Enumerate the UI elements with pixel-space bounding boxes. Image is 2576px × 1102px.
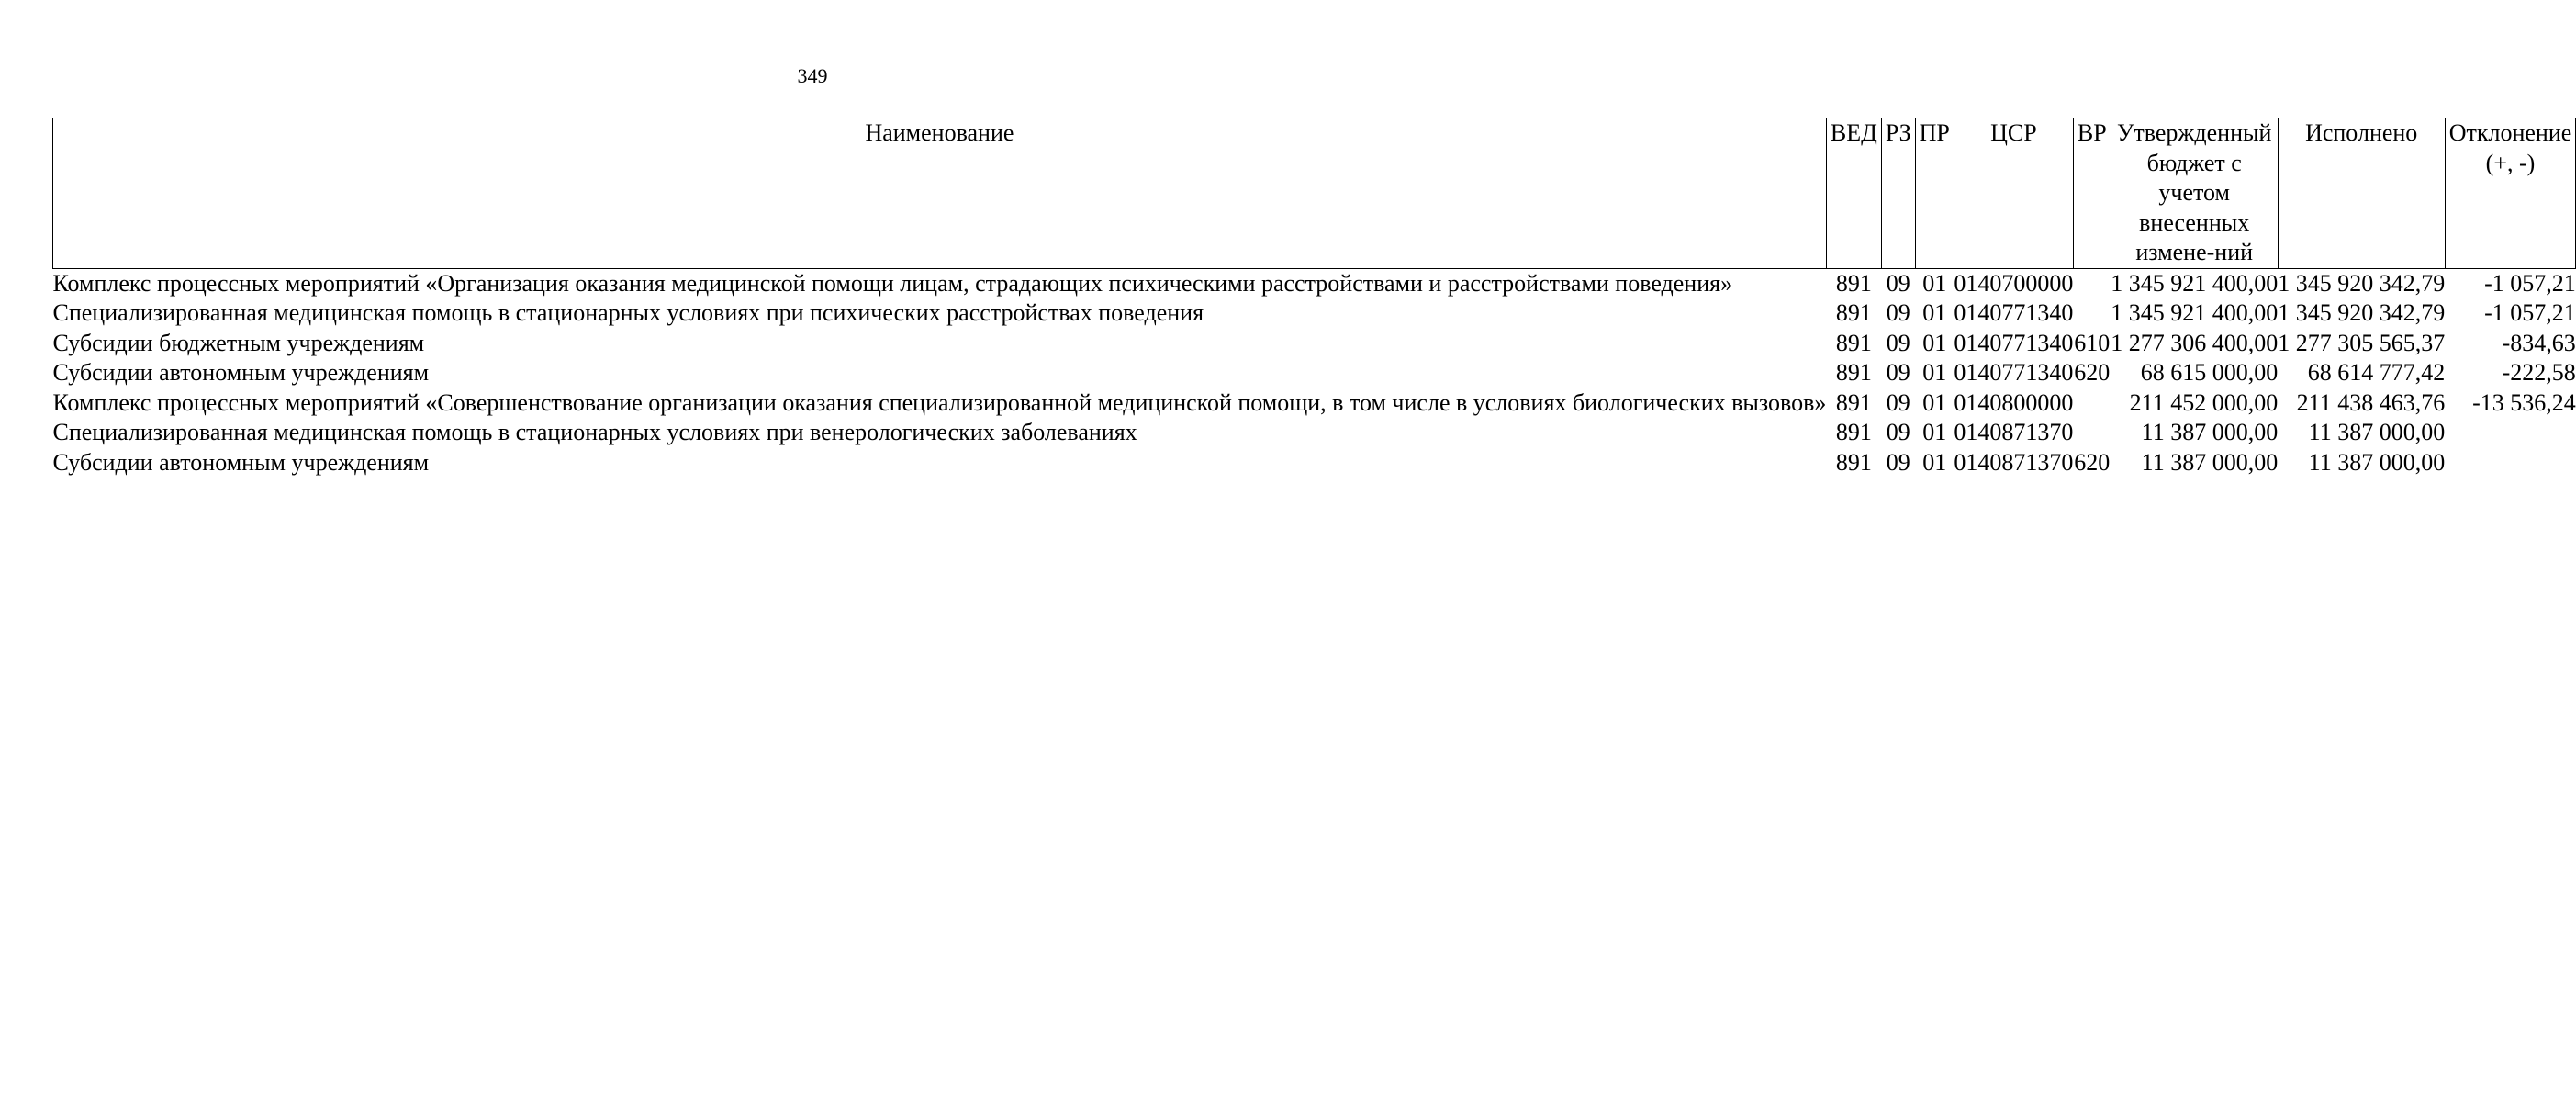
row-pr: 01 [1922, 299, 1947, 326]
row-pr: 01 [1922, 448, 1947, 476]
row-approved: 1 345 921 400,00 [2111, 299, 2279, 326]
budget-table [52, 118, 2576, 478]
row-executed: 68 614 777,42 [2307, 359, 2446, 386]
row-executed: 11 387 000,00 [2308, 419, 2446, 445]
header-pr: ПР [1915, 118, 1954, 269]
row-name: Субсидии автономным учреждениям [52, 359, 430, 386]
row-csr: 0140871370 [1954, 448, 2074, 476]
row-deviation: -1 057,21 [2484, 269, 2576, 297]
row-name: Специализированная медицинская помощь в стационарных условиях при венерологических заболеваниях [52, 419, 1137, 445]
row-pr: 01 [1922, 419, 1947, 445]
header-vr: ВР [2073, 118, 2111, 269]
row-deviation: -13 536,24 [2472, 388, 2576, 416]
header-executed: Исполнено [2278, 118, 2445, 269]
row-executed: 1 345 920 342,79 [2278, 269, 2446, 297]
row-rz: 09 [1886, 448, 1910, 476]
table-row [53, 418, 2576, 448]
row-csr: 0140771340 [1954, 329, 2074, 356]
header-csr: ЦСР [1954, 118, 2073, 269]
row-name: Субсидии бюджетным учреждениям [52, 329, 425, 356]
row-vr [2073, 418, 2111, 448]
row-executed: 1 345 920 342,79 [2278, 299, 2446, 326]
row-vr [2073, 268, 2111, 298]
table-row [53, 329, 2576, 359]
table-row [53, 268, 2576, 298]
row-vr: 620 [2074, 448, 2111, 476]
row-pr: 01 [1922, 388, 1947, 416]
row-csr: 0140871370 [1954, 419, 2074, 445]
header-name: Наименование [53, 118, 1827, 269]
row-rz: 09 [1886, 388, 1910, 416]
row-ved: 891 [1835, 419, 1872, 445]
table-header-row [53, 118, 2576, 269]
row-approved: 1 277 306 400,00 [2111, 329, 2279, 356]
row-csr: 0140700000 [1954, 269, 2074, 297]
row-deviation [2445, 448, 2576, 478]
row-vr [2073, 388, 2111, 419]
row-deviation [2445, 418, 2576, 448]
row-deviation: -1 057,21 [2484, 299, 2576, 326]
row-approved: 1 345 921 400,00 [2111, 269, 2279, 297]
row-name: Комплекс процессных мероприятий «Совершенствование организации оказания специализированной медицинской помощи, в том числе в условиях биологических вызовов» [52, 388, 1827, 416]
table-row [53, 358, 2576, 388]
header-ved: ВЕД [1826, 118, 1881, 269]
row-pr: 01 [1922, 359, 1947, 386]
table-row [53, 448, 2576, 478]
row-name: Специализированная медицинская помощь в стационарных условиях при психических расстройствах поведения [52, 299, 1204, 326]
row-ved: 891 [1835, 359, 1872, 386]
row-csr: 0140771340 [1954, 299, 2074, 326]
row-approved: 68 615 000,00 [2140, 359, 2279, 386]
row-rz: 09 [1886, 419, 1910, 445]
row-vr: 610 [2074, 329, 2111, 356]
row-ved: 891 [1835, 448, 1872, 476]
row-ved: 891 [1835, 269, 1872, 297]
row-name: Субсидии автономным учреждениям [52, 448, 430, 476]
row-ved: 891 [1835, 388, 1872, 416]
row-executed: 11 387 000,00 [2308, 448, 2446, 476]
row-rz: 09 [1886, 359, 1910, 386]
table-row [53, 298, 2576, 329]
row-csr: 0140800000 [1954, 388, 2074, 416]
row-pr: 01 [1922, 329, 1947, 356]
row-approved: 211 452 000,00 [2129, 388, 2279, 416]
row-approved: 11 387 000,00 [2141, 448, 2279, 476]
row-deviation: -834,63 [2502, 329, 2576, 356]
header-deviation: Отклонение (+, -) [2445, 118, 2576, 269]
page-number: 349 [797, 64, 828, 87]
row-ved: 891 [1835, 329, 1872, 356]
row-name: Комплекс процессных мероприятий «Организация оказания медицинской помощи лицам, страдающих психическими расстройствами и расстройствами поведения» [52, 269, 1733, 297]
row-rz: 09 [1886, 329, 1910, 356]
row-ved: 891 [1835, 299, 1872, 326]
header-rz: РЗ [1881, 118, 1915, 269]
row-rz: 09 [1886, 269, 1910, 297]
row-vr [2073, 298, 2111, 329]
row-rz: 09 [1886, 299, 1910, 326]
row-executed: 1 277 305 565,37 [2278, 329, 2446, 356]
row-approved: 11 387 000,00 [2141, 419, 2279, 445]
row-pr: 01 [1922, 269, 1947, 297]
table-row [53, 388, 2576, 419]
row-deviation: -222,58 [2502, 359, 2576, 386]
row-vr: 620 [2074, 359, 2111, 386]
row-csr: 0140771340 [1954, 359, 2074, 386]
row-executed: 211 438 463,76 [2296, 388, 2446, 416]
header-approved: Утвержденный бюджет с учетом внесенных измене-ний [2111, 118, 2278, 269]
